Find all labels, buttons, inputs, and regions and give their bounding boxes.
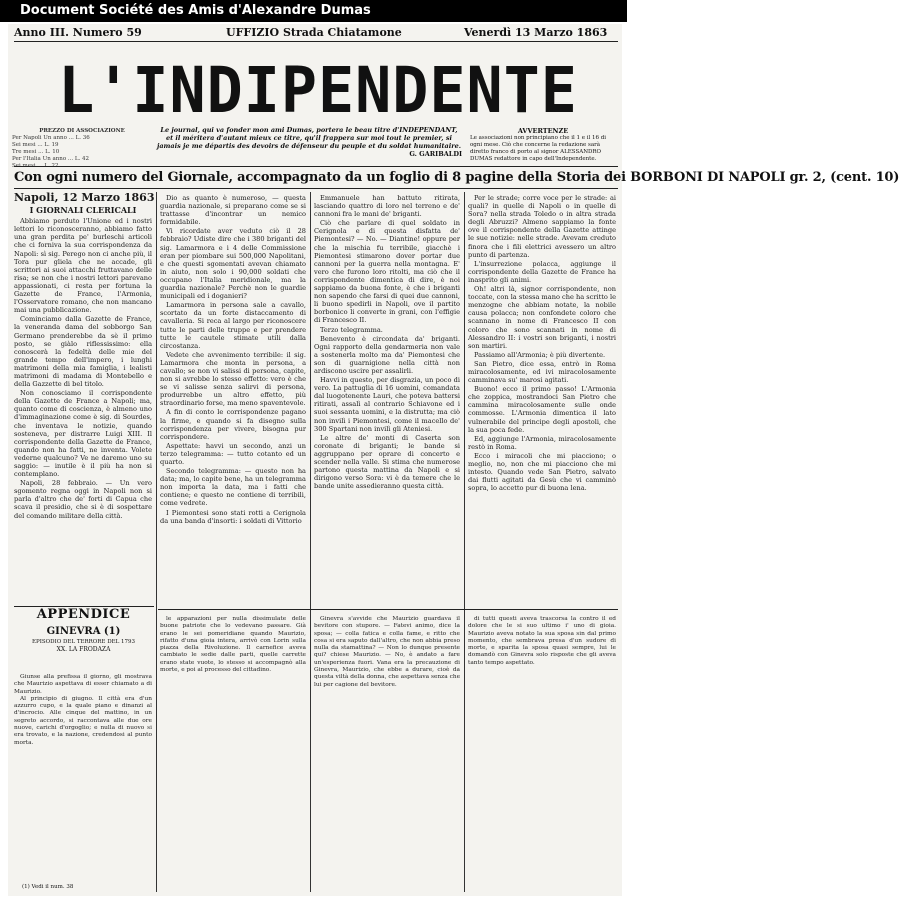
column-divider bbox=[310, 192, 311, 892]
notices-title: AVVERTENZE bbox=[517, 127, 569, 135]
article-paragraph: Dio as quanto è numeroso, — questa guardia nazionale, si preparano come se si trattasse d'incontrar un nemico formidabile. bbox=[160, 194, 306, 227]
appendix-subtitle: GINEVRA (1) bbox=[46, 626, 121, 637]
motto-text: Le journal, qui va fonder mon ami Dumas, portera le beau titre d'INDEPENDANT, et il méritera d'autant mieux ce titre, qu'il frappera sur moi tout le premier, si jamais je me départis des devoirs de défenseur du peuple et du soldat humanitaire. bbox=[156, 126, 462, 150]
article-paragraph: Lamarmora in persona sale a cavallo, scortato da un forte distaccamento di cavalleria. Si reca al largo per riconoscere tutte le parti delle truppe e per prendere tutte le cautele stimate utili dalla circostanza. bbox=[160, 301, 306, 350]
subscription-title: PREZZO DI ASSOCIAZIONE bbox=[39, 128, 125, 134]
appendix-chapter: XX. LA FRODAZA bbox=[56, 646, 111, 653]
garibaldi-motto bbox=[156, 126, 462, 158]
column-2 bbox=[160, 194, 306, 606]
column-divider bbox=[156, 192, 157, 892]
masthead-title: L'INDIPENDENTE bbox=[58, 54, 578, 128]
article-paragraph: Vi ricordate aver veduto ciò il 28 febbraio? Udiste dire che i 380 briganti del sig. Lamarmora e i 4 delle Commissione eran per piombare sui 500,000 Napolitani, e che questi sgomentati avevan chiamato in aiuto, non solo i 90,000 soldati che occupano l'Italia meridionale, ma la guardia nazionale? Perchè non le guardie municipali ed i doganieri? bbox=[160, 227, 306, 301]
article-paragraph: Per le strade; corre voce per le strade: ai quali? in quelle di Napoli o in quelle di Sora? nella strada Toledo o in altra strada degli Abruzzi? Almeno sappiamo la fonte ove il corrispondente della Gazette attinge le sue notizie: nelle strade. Avevam creduto finora che i fili elettrici avessero un altro punto di partenza. bbox=[468, 194, 616, 259]
notices-box bbox=[470, 128, 616, 163]
article-paragraph: Terzo telegramma. bbox=[320, 325, 383, 334]
article-paragraph: Abbiamo perduto l'Unione ed i nostri lettori lo riconosceranno, abbiamo fatto una gran perdita pe' burleschi articoli che ci forniva la sua corrispondenza da Napoli: sì sig. Perego non ci anche più, il Tora pur gliela che ne accade, gli scrittori ai suoi attacchi fruttavano delle risa; se non che i nostri lettori parevano appassionati, ci resta per fortuna la Gazette de France, l'Armonia, l'Osservatore romano, che non mancano mai una pubblicazione. bbox=[14, 217, 152, 315]
article-paragraph: San Pietro, dice essa, entrò in Roma miracolosamente, ed ivi miracolosamente camminava su' marosi agitati. bbox=[468, 359, 616, 385]
notices-text: Le associazioni non principiano che il 1 e il 16 di ogni mese. Ciò che concerne la redazione sarà diretto franco di porto al signor ALESSANDRO DUMAS redattore in capo dell'Independente. bbox=[470, 135, 607, 162]
issue-number: Anno III. Numero 59 bbox=[14, 26, 142, 39]
dateline: Napoli, 12 Marzo 1863 bbox=[14, 191, 155, 204]
appendix-paragraph: Al principio di giugno. Il città era d'un azzurro cupo, e la quale piano e dinanzi al d'incrocio. Alle cinque del mattino, in un segreto accordo, si raccontava alle due ore nuove, carichi d'orgoglio; e nulla di nuovo si era trovato, e la nazione, credendosi al punto morta. bbox=[14, 695, 152, 746]
article-paragraph: A fin di conto le corrispondenze pagano la firme, e quando si fa disegno sulla corrispondenza per vivere, bisogna pur corrispondere. bbox=[160, 408, 306, 441]
announcement: Con ogni numero del Giornale, accompagnato da un foglio di 8 pagine della Storia dei BORBONI DI NAPOLI gr. 2, (cent. 10) bbox=[14, 170, 899, 185]
subscription-line: Per Napoli Un anno ... L. 36 bbox=[12, 135, 90, 141]
feuilleton-column-2 bbox=[160, 616, 306, 884]
header-rule bbox=[14, 41, 618, 42]
column-3 bbox=[314, 194, 460, 606]
subscription-line: Sei mesi ... L. 22 bbox=[12, 163, 59, 169]
article-paragraph: Secondo telegramma: — questo non ha data; ma, lo capite bene, ha un telegramma non importa la data, ma i fatti che contiene; e questo ne contiene di terribili, come vedrete. bbox=[160, 467, 306, 508]
article-paragraph: Benevento è circondata da' briganti. Ogni rapporto della gendarmeria non vale a sostenerla molto ma da' Piemontesi che son di guarnigione nella città non ardiscono uscire per assalirli. bbox=[314, 334, 460, 375]
article-paragraph: Ed, aggiunge l'Armonia, miracolosamente restò in Roma. bbox=[468, 434, 616, 451]
subscription-line: Sei mesi ... L. 19 bbox=[12, 142, 59, 148]
appendix-paragraph: Giunse alla prefissa il giorno, gli mostrava che Maurizio aspettava di esser chiamato a di Maurizio. bbox=[14, 674, 152, 695]
article-paragraph: Buono! ecco il primo passo! L'Armonia che zoppica, mostrandoci San Pietro che cammina miracolosamente sulle onde commosse. L'Armonia dimentica il lato vulnerabile del principe degli apostoli, che la sua poca fede. bbox=[468, 385, 616, 434]
appendix-episode: EPISODIO DEL TERRORE DEL 1793 bbox=[31, 639, 136, 645]
appendix-header bbox=[14, 607, 153, 656]
article-paragraph: I Piemontesi sono stati rotti a Cerignola da una banda d'insorti: i soldati di Vittorio bbox=[160, 508, 306, 525]
feuilleton-paragraph: le apparazioni per nulla dissimulate delle buone patriote che lo vedevano passare. Già erano le sei pomeridiane quando Maurizio, rifatto d'una gioia intera, arrivò con Lorin sulla piazza della Rivoluzione. Il carnefice aveva cambiato le sedie dalle parti, quelle carrette erano state vuote, lo stesso si accompagnò alla morte, e poi al processo del cittadino. bbox=[160, 616, 306, 674]
feuilleton-paragraph: Ginevra s'avvide che Maurizio guardava il bevitore con stupore. — Fatevi animo, dice la sposa; — colla fatica e colla fame, e ritto che cosa si era saputo dall'altro, che non abbia preso nulla da stamattina? — Non lo dunque presente qui? chiese Maurizio. — No, è andato a fare un'esperienza fuori. Vana era la precauzione di Ginevra, Maurizio, che ebbe a durare, cioè da questa viltà della donna, che aspettava senza che lui per cagione del bevitore. bbox=[314, 616, 460, 688]
column-1 bbox=[14, 191, 155, 604]
column-4 bbox=[468, 194, 616, 606]
article-paragraph: Ciò che parlare di quel soldato in Cerignola e di questa disfatta de' Piemontesi? — No. — Diantine! oppure per che la mischia fu terribile, giacchè i Piemontesi stimarono dover portar due cannoni per la guerra nella montagna. E' vero che furono loro ritolti, ma ciò che il corrispondente dimentica di dire, è noi sappiamo da buona fonte, è che i briganti non sapendo che farsi di quei due cannoni, li buono spedirli in Napoli, ove il partito borbonico li converte in grani, con l'effigie di Francesco II. bbox=[314, 219, 460, 325]
article-paragraph: Non conosciamo il corrispondente della Gazette de France a Napoli; ma, quanto come di coscienza, è almeno uno d'immaginazione come è sig. di Sourdes, che inventava le notizie, quando sosteneva, per distrarre Luigi XIII. Il corrispondente della Gazette de France, quando non ha fatti, ne inventa. Volete vederne qualcuno? Ve ne daremo uno su saggio: — inutile è il più ha non si contemplano. bbox=[14, 389, 152, 479]
article-paragraph: Vedete che avvenimento terribile: il sig. Lamarmora che monta in persona, a cavallo; se non vi salissi di persona, capite, non si avrebbe lo stesso effetto: vero è che se vi salisse senza salirvi di persona, produrrebbe un altro effetto, più straordinario forse, ma meno spaventevole. bbox=[160, 350, 306, 408]
office-address: UFFIZIO Strada Chiatamone bbox=[226, 26, 402, 39]
section-heading: I GIORNALI CLERICALI bbox=[29, 205, 137, 216]
article-paragraph: Havvi in questo, per disgrazia, un poco di vero. La pattuglia di 16 uomini, comandata dal luogotenente Lauri, che poteva battersi ritirati, assalì al contrario Schiavone ed i suoi sessanta uomini, e la distrutta; ma ciò non invilì i Piemontesi, come il macello de' 300 Spartani non invilì gli Ateniesi. bbox=[314, 376, 460, 433]
appendix-title: APPENDICE bbox=[36, 607, 131, 622]
article-paragraph: Oh! altri là, signor corrispondente, non toccate, con la stessa mano che ha scritto le menzogne che abbiam notate, la nobile causa polacca; non confondete coloro che scannano in nome di Francesco II con coloro che sono scannati in nome di Alessandro II: i vostri son briganti, i nostri son martiri. bbox=[468, 285, 616, 350]
feuilleton-paragraph: di tutti questi aveva trascorsa la contro il ed dolore che le si suo ultimo i' uno di gioia. Maurizio aveva notato la sua sposa sin dal primo momento, che sembrava presa d'un sudore di morte, e sparita la sposa quasi sempre, lui le domandò con Ginevra solo risposte che gli aveva tanto tempo aspettato. bbox=[468, 616, 616, 666]
appendix-text bbox=[14, 674, 152, 879]
article-paragraph: L'insurrezione polacca, aggiunge il corrispondente della Gazette de France ha inasprito gli animi. bbox=[468, 259, 616, 284]
subscription-line: Per l'Italia Un anno ... L. 42 bbox=[12, 156, 90, 162]
document-banner: Document Société des Amis d'Alexandre Dumas bbox=[0, 0, 627, 22]
issue-date: Venerdì 13 Marzo 1863 bbox=[464, 26, 608, 39]
column-divider bbox=[464, 192, 465, 892]
feuilleton-column-4 bbox=[468, 616, 616, 884]
article-paragraph: Cominciamo dalla Gazette de France, la veneranda dama del sobborgo San Germano prenderebbe da sè il primo posto, se giàlo riflessissimo: ella conoscerà la fedeltà delle mie del grande tempo dell'impero, i lunghi matrimoni della mia famiglia, i lealisti matrimoni di madama di Montebello e della Gazzette di bel titolo. bbox=[14, 315, 152, 389]
newspaper-page bbox=[8, 24, 899, 896]
announcement-rule-bottom bbox=[14, 188, 618, 189]
motto-signature: G. GARIBALDI bbox=[409, 150, 462, 158]
article-paragraph: Le altre de' monti di Caserta son coronate di briganti; le bande si aggruppano per oprare di concerto e scender nella valle. Si stima che numerose partono questa mattina da Napoli e si dirigono verso Sora: vi è da temere che le bande unite assedieranno questa città. bbox=[314, 433, 460, 491]
article-paragraph: Ecco i miracoli che mi piacciono; o meglio, no, non che mi piacciono che mi intesto. Quando vede San Pietro, salvato dai flutti agitati da Gesù che vi camminò sopra, lo accetto pur di buona lena. bbox=[468, 451, 616, 493]
article-paragraph: Napoli, 28 febbraio. — Un vero sgomento regna oggi in Napoli non si parla d'altro che de' forti di Capua che scava il presidio, che si è di sospettare del comando militare della città. bbox=[14, 479, 152, 520]
announcement-rule-top bbox=[14, 166, 618, 167]
footnote: (1) Vedi il num. 38 bbox=[22, 884, 74, 890]
article-paragraph: Emmanuele han battuto ritirata, lasciando quattro di loro nel terreno e de' cannoni fra le mani de' briganti. bbox=[314, 194, 460, 219]
article-paragraph: Aspettate: havvi un secondo, anzi un terzo telegramma: — tutto cotanto ed un quarto. bbox=[160, 441, 306, 466]
feuilleton-column-3 bbox=[314, 616, 460, 884]
subscription-box bbox=[12, 128, 152, 170]
subscription-line: Tre mesi ... L. 10 bbox=[12, 149, 60, 155]
feuilleton-rule bbox=[158, 609, 618, 610]
article-paragraph: Passiamo all'Armonia; è più divertente. bbox=[474, 350, 606, 359]
